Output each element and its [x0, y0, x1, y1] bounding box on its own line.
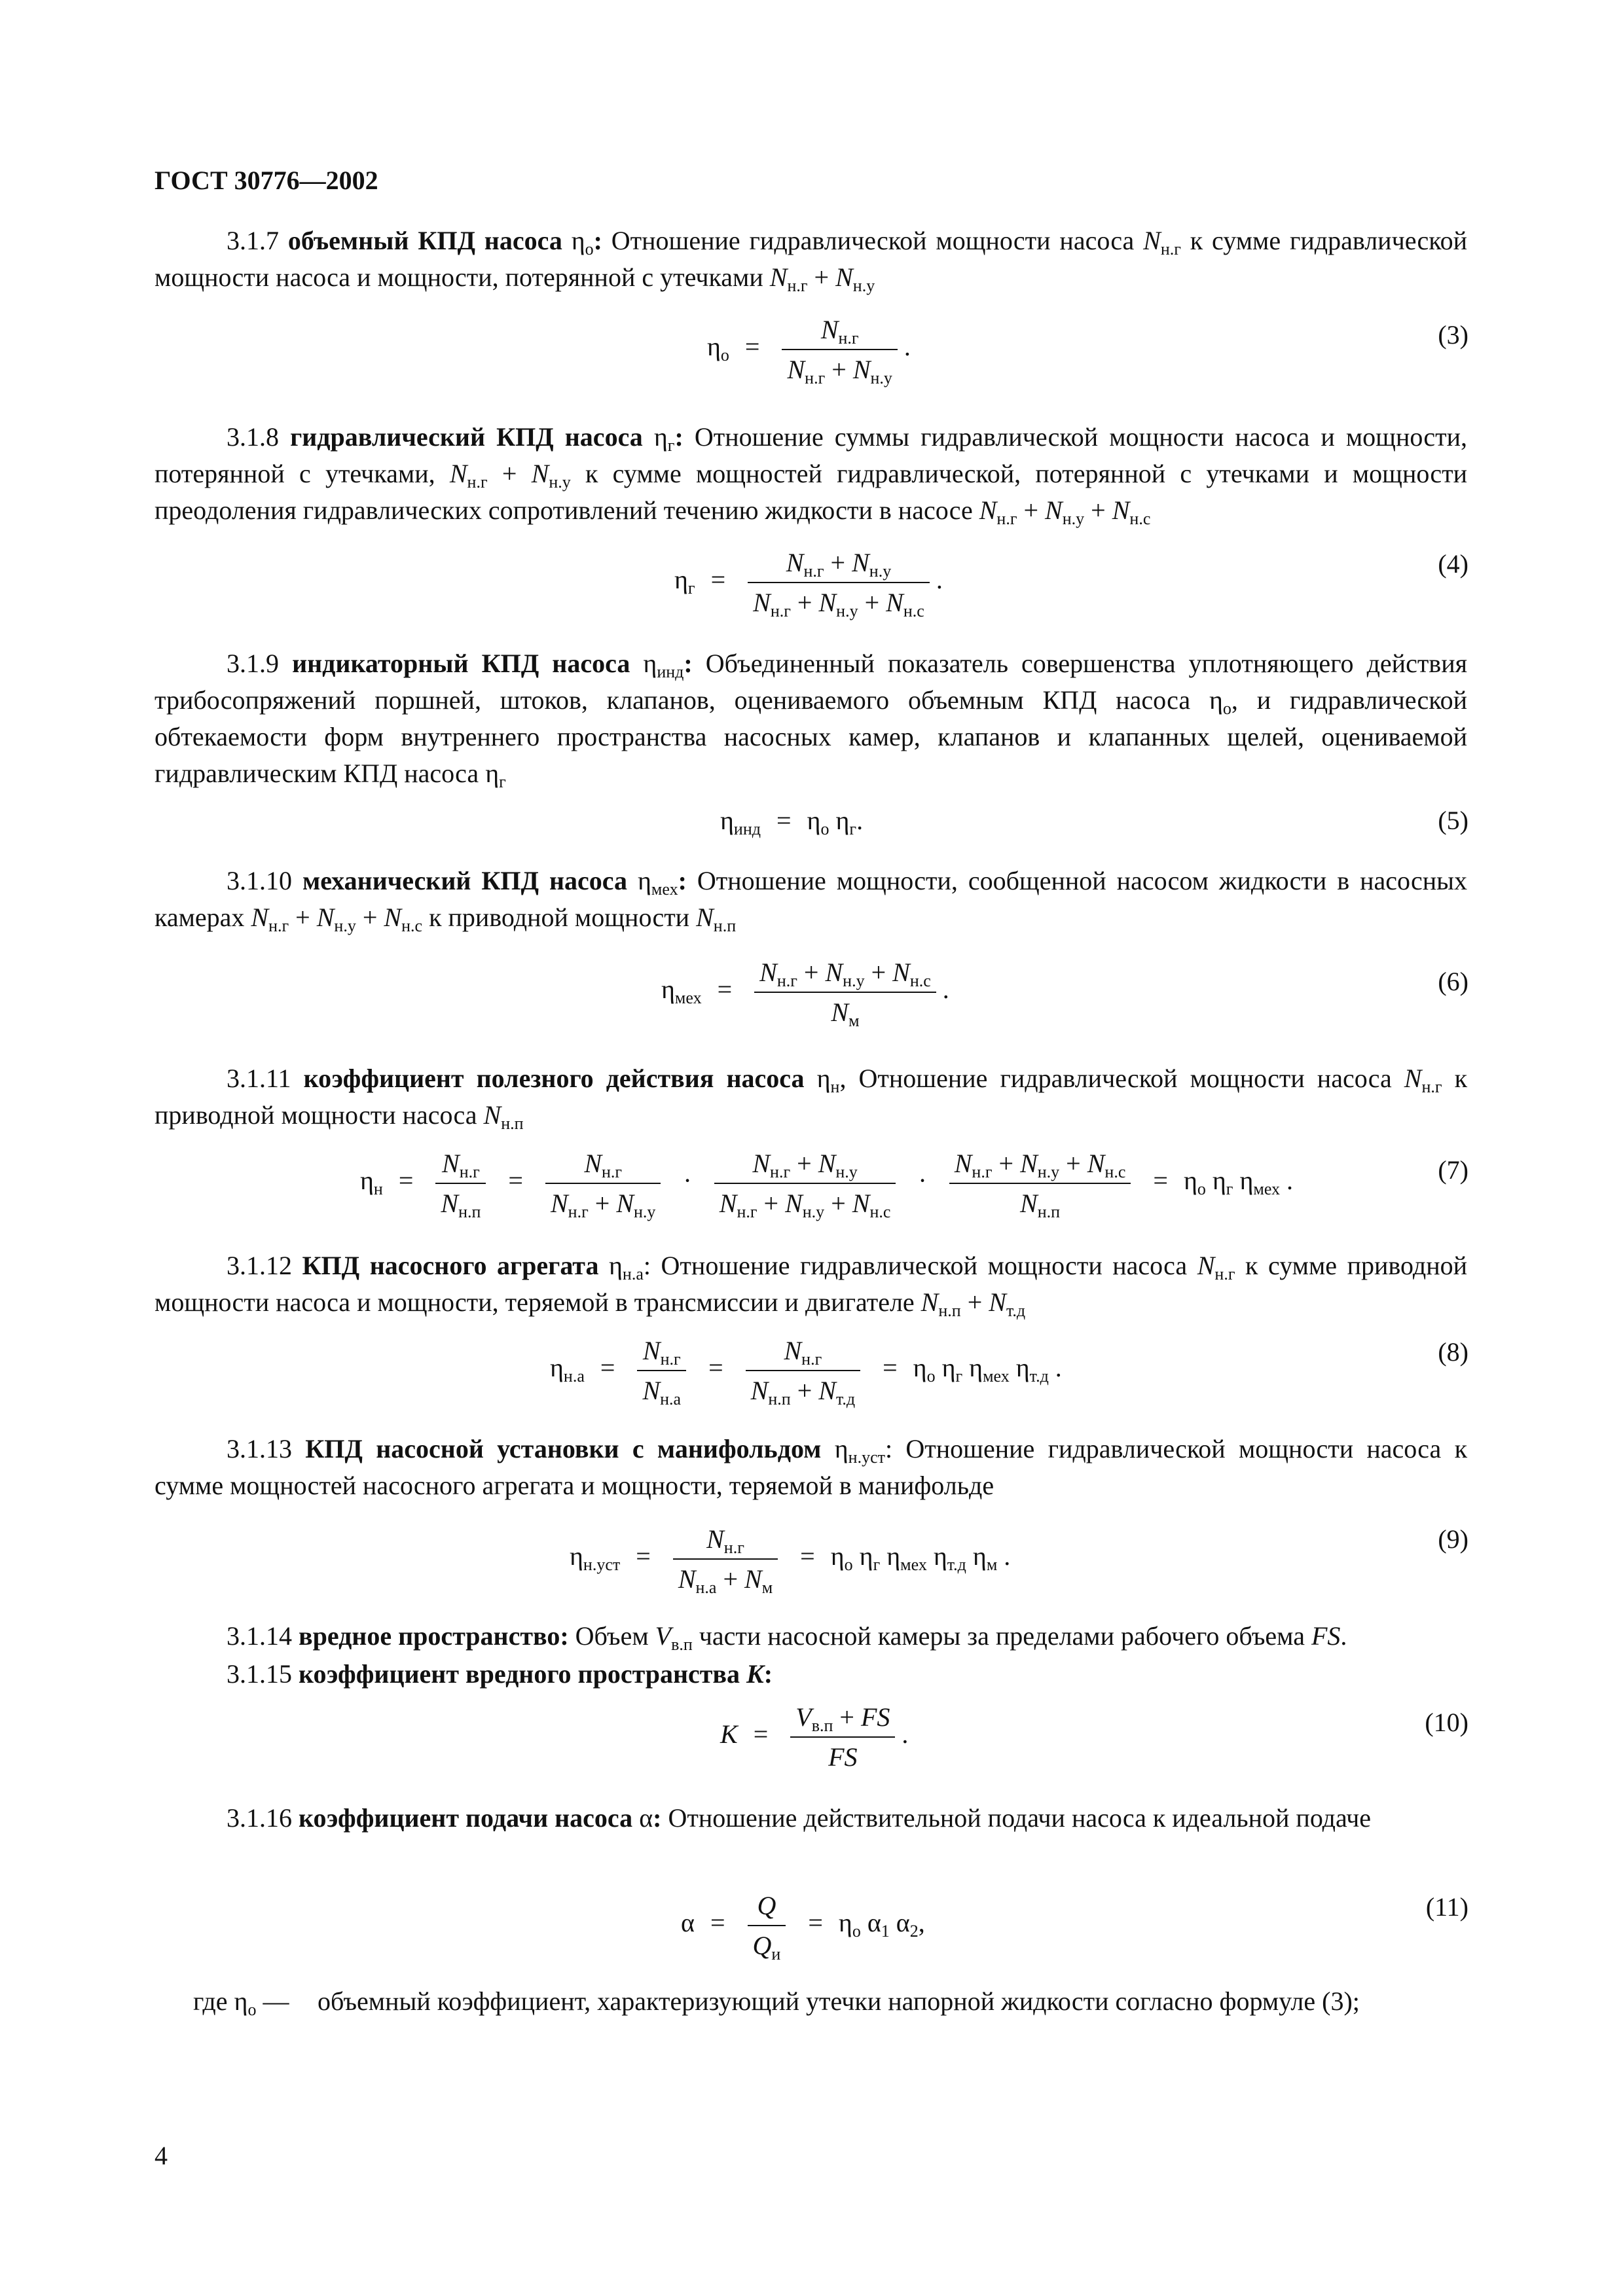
where-definition: объемный коэффициент, характеризующий утечки напорной жидкости согласно формуле (3); [318, 1986, 1360, 2016]
eq-number-8: (8) [1438, 1337, 1468, 1367]
clause-3-1-8: 3.1.8 гидравлический КПД насоса $\eta_г$: Отношение суммы гидравлической мощности насоса и мощности, потерянной с утечками, $N_{н.г} + N_{н.у}$ к сумме мощностей гидравлической, потерянной с утечками и мощности преодоления гидравлических сопротивлений течению жидкости в насосе $N_{н.г} + N_{н.у} + N_{н.с}$ [155, 422, 1468, 528]
formula-4: $\eta_г$ = $\frac{N_{н.г} + N_{н.у}}{N_{н.г} + N_{н.у} + N_{н.с}}$ . [674, 548, 943, 620]
eq-number-11: (11) [1425, 1892, 1468, 1922]
clause-3-1-11: 3.1.11 коэффициент полезного действия насоса $\eta_н$, Отношение гидравлической мощности насоса $N_{н.г}$ к приводной мощности насоса $N_{н.п}$ [155, 1064, 1468, 1133]
formula-3: $\eta_о$ = $\frac{N_{н.г}}{N_{н.г} + N_{н.у}}$ . [707, 315, 911, 387]
eq-number-7: (7) [1438, 1155, 1468, 1185]
clause-3-1-13: 3.1.13 КПД насосной установки с манифольдом $\eta_{н.уст}$: Отношение гидравлической мощности насоса к сумме мощностей насосного агрегата и мощности, теряемой в манифольде [155, 1434, 1468, 1500]
clause-3-1-16: 3.1.16 коэффициент подачи насоса α: Отношение действительной подачи насоса к идеальной подаче [227, 1803, 1372, 1833]
formula-5: $\eta_{инд} = \eta_о$ $\eta_г$. [720, 806, 864, 838]
page-number: 4 [155, 2141, 168, 2170]
eq-number-6: (6) [1438, 967, 1468, 996]
eq-number-9: (9) [1438, 1524, 1468, 1554]
clause-3-1-10: 3.1.10 механический КПД насоса $\eta_{мех}$: Отношение мощности, сообщенной насосом жидкости в насосных камерах $N_{н.г} + N_{н.у} + N_{н.с}$ к приводной мощности $N_{н.п}$ [155, 866, 1468, 935]
formula-9: $\eta_{н.уст}$ = $\frac{N_{н.г}}{N_{н.а} + N_м}$ = $\eta_о$ $\eta_г$ $\eta_{мех}$ $\eta_{т.д}$ $\eta_м$ . [570, 1524, 1011, 1597]
formula-6: $\eta_{мех}$ = $\frac{N_{н.г} + N_{н.у} + N_{н.с}}{N_м}$ . [661, 958, 949, 1030]
formula-11: α = $\frac{Q}{Q_и}$ = $\eta_о$ $\alpha_1$ $\alpha_2$, [681, 1891, 925, 1964]
clause-3-1-7: 3.1.7 объемный КПД насоса $\eta_о$: Отношение гидравлической мощности насоса $N_{н.г}$ к сумме гидравлической мощности насоса и мощности, потерянной с утечками $N_{н.г} + N_{н.у}$ [155, 226, 1468, 295]
formula-7: $\eta_н$ = $\frac{N_{н.г}}{N_{н.п}}$ = $\frac{N_{н.г}}{N_{н.г} + N_{н.у}}$ · $\frac{N_{н.г} + N_{н.у}}{N_{н.г} + N_{н.у} + N_{н.с}}$ · $\frac{N_{н.г} + N_{н.у} + N_{н.с}}{N_{н.п}}$ = $\eta_о$ $\eta_г$ $\eta_{мех}$ . [360, 1149, 1294, 1221]
eq-number-10: (10) [1425, 1708, 1468, 1737]
where-term: где $\eta_о$ — [193, 1986, 289, 2019]
eq-number-5: (5) [1438, 806, 1468, 835]
clause-3-1-14: 3.1.14 вредное пространство: Объем $V_{в.п}$ части насосной камеры за пределами рабочего объема FS. [227, 1621, 1347, 1654]
document-header: ГОСТ 30776—2002 [155, 166, 378, 195]
where-explanation [193, 1983, 1467, 2020]
clause-3-1-12: 3.1.12 КПД насосного агрегата $\eta_{н.а}$: Отношение гидравлической мощности насоса $N_{н.г}$ к сумме приводной мощности насоса и мощности, теряемой в трансмиссии и двигателе $N_{н.п} + N_{т.д}$ [155, 1251, 1468, 1320]
clause-3-1-15: 3.1.15 коэффициент вредного пространства K: [227, 1659, 773, 1689]
eq-number-4: (4) [1438, 549, 1468, 579]
clause-3-1-9: 3.1.9 индикаторный КПД насоса $\eta_{инд}$: Объединенный показатель совершенства уплотняющего действия трибосопряжений поршней, штоков, клапанов, оцениваемого объемным КПД насоса $\eta_о$, и гидравлической обтекаемости форм внутреннего пространства насосных камер, клапанов и клапанных щелей, оцениваемой гидравлическим КПД насоса $\eta_г$ [155, 649, 1468, 791]
eq-number-3: (3) [1438, 320, 1468, 350]
formula-10: K = $\frac{V_{в.п} + FS}{FS}$ . [720, 1702, 909, 1772]
formula-8: $\eta_{н.а}$ = $\frac{N_{н.г}}{N_{н.а}}$ = $\frac{N_{н.г}}{N_{н.п} + N_{т.д}}$ = $\eta_о$ $\eta_г$ $\eta_{мех}$ $\eta_{т.д}$ . [550, 1336, 1062, 1408]
